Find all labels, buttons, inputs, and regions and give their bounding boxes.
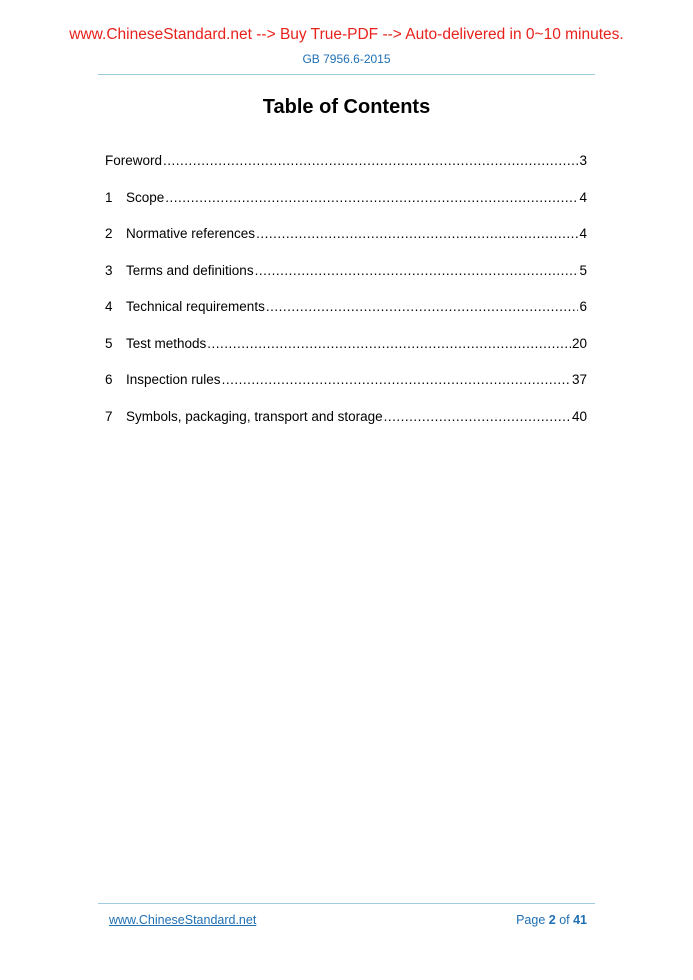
footer-divider bbox=[98, 903, 595, 904]
toc-entry-foreword[interactable] bbox=[105, 152, 587, 189]
toc-entry-technical-requirements[interactable] bbox=[105, 298, 587, 335]
toc-entry-number: 3 bbox=[105, 262, 113, 278]
toc-entry-number: 5 bbox=[105, 335, 113, 351]
current-page-number: 2 bbox=[548, 913, 556, 927]
toc-leader-dots bbox=[255, 262, 579, 280]
toc-leader-dots bbox=[266, 298, 579, 316]
toc-entry-terms-and-definitions[interactable] bbox=[105, 262, 587, 299]
toc-entry-number: 6 bbox=[105, 372, 113, 387]
toc-entry-page: 3 bbox=[579, 153, 587, 168]
standard-code: GB 7956.6-2015 bbox=[302, 52, 391, 66]
toc-entry-number: 2 bbox=[105, 226, 113, 241]
page-of: of bbox=[555, 913, 574, 927]
page-title: Table of Contents bbox=[262, 96, 431, 118]
toc-entry-text: Technical requirements bbox=[126, 299, 265, 314]
toc-entry-page: 37 bbox=[571, 372, 587, 387]
header-divider bbox=[98, 74, 595, 75]
toc-leader-dots bbox=[163, 152, 578, 170]
table-of-contents bbox=[105, 152, 587, 444]
toc-entry-page: 5 bbox=[579, 262, 587, 278]
toc-entry-number: 7 bbox=[105, 408, 113, 424]
toc-entry-inspection-rules[interactable] bbox=[105, 371, 587, 408]
toc-entry-text: Normative references bbox=[126, 226, 256, 241]
page-indicator bbox=[516, 913, 587, 927]
toc-entry-page: 6 bbox=[579, 299, 587, 314]
toc-entry-text: Foreword bbox=[105, 153, 163, 168]
toc-entry-text: Test methods bbox=[126, 335, 207, 351]
toc-entry-symbols-packaging[interactable] bbox=[105, 408, 587, 445]
total-pages-number: 41 bbox=[573, 913, 587, 927]
page-prefix: Page bbox=[516, 913, 549, 927]
toc-entry-text: Terms and definitions bbox=[126, 262, 254, 278]
toc-entry-page: 20 bbox=[571, 335, 587, 351]
toc-entry-text: Scope bbox=[126, 189, 165, 205]
toc-entry-number: 4 bbox=[105, 299, 113, 314]
toc-entry-test-methods[interactable] bbox=[105, 335, 587, 372]
toc-leader-dots bbox=[384, 408, 571, 426]
toc-entry-page: 4 bbox=[579, 189, 587, 205]
toc-entry-text: Symbols, packaging, transport and storage bbox=[126, 408, 383, 424]
toc-entry-page: 4 bbox=[579, 226, 587, 241]
promo-banner[interactable]: www.ChineseStandard.net --> Buy True-PDF --> Auto-delivered in 0~10 minutes. bbox=[69, 26, 624, 43]
toc-leader-dots bbox=[222, 371, 571, 389]
toc-entry-text: Inspection rules bbox=[126, 372, 221, 387]
toc-entry-page: 40 bbox=[571, 408, 587, 424]
toc-entry-number: 1 bbox=[105, 189, 113, 205]
toc-leader-dots bbox=[256, 225, 578, 243]
toc-entry-normative-references[interactable] bbox=[105, 225, 587, 262]
toc-entry-scope[interactable] bbox=[105, 189, 587, 226]
footer-website-link[interactable]: www.ChineseStandard.net bbox=[109, 913, 257, 927]
toc-leader-dots bbox=[207, 335, 571, 353]
toc-leader-dots bbox=[165, 189, 578, 207]
